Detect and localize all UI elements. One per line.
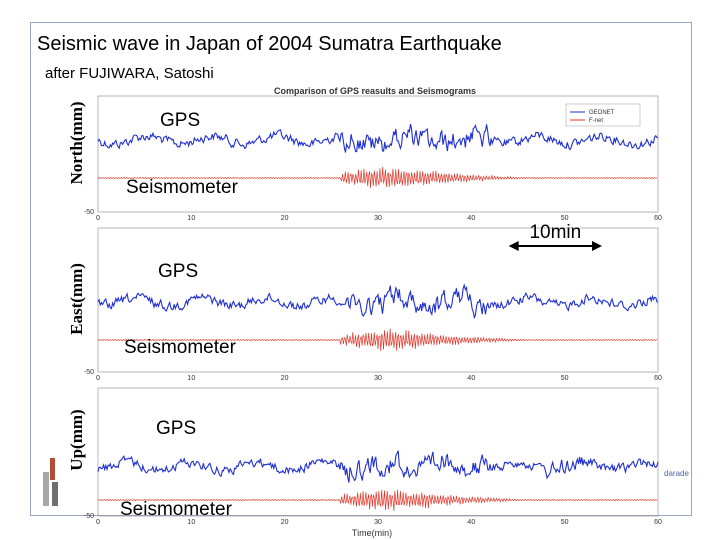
- x-tick-label: 10: [187, 519, 196, 526]
- x-tick-label: 30: [374, 375, 382, 382]
- x-tick-label: 30: [374, 519, 382, 526]
- slide-subtitle: after FUJIWARA, Satoshi: [45, 65, 214, 82]
- x-tick-label: 40: [467, 215, 476, 222]
- x-tick-label: 50: [560, 375, 569, 382]
- y-tick-label: -50: [83, 209, 94, 216]
- legend-label-gps: GEONET: [589, 110, 615, 116]
- x-tick-label: 30: [374, 215, 382, 222]
- x-tick-label: 10: [187, 215, 196, 222]
- y-axis-label: East(mm): [67, 263, 86, 335]
- x-tick-label: 0: [96, 215, 100, 222]
- gps-label: GPS: [160, 110, 201, 131]
- annotation-arrowhead-right: [592, 241, 602, 251]
- slide-title: Seismic wave in Japan of 2004 Sumatra Earthquake: [37, 33, 502, 55]
- logo-bar-red: [50, 458, 55, 480]
- x-tick-label: 60: [654, 215, 662, 222]
- x-tick-label: 60: [654, 375, 662, 382]
- side-text: darade: [664, 469, 689, 478]
- x-tick-label: 50: [560, 215, 569, 222]
- x-tick-label: 20: [280, 375, 289, 382]
- x-axis-label: Time(min): [351, 528, 393, 538]
- x-tick-label: 20: [280, 215, 289, 222]
- x-tick-label: 0: [96, 375, 100, 382]
- seismometer-label: Seismometer: [120, 499, 232, 520]
- x-tick-label: 20: [280, 519, 289, 526]
- x-tick-label: 60: [654, 519, 662, 526]
- gps-label: GPS: [156, 418, 197, 439]
- institution-logo: [40, 458, 62, 510]
- y-tick-label: -50: [83, 513, 94, 520]
- legend-label-seis: F-net: [589, 118, 604, 124]
- x-tick-label: 40: [467, 519, 476, 526]
- seismometer-label: Seismometer: [124, 337, 236, 358]
- y-axis-label: North(mm): [67, 101, 86, 185]
- x-tick-label: 40: [467, 375, 476, 382]
- x-tick-label: 50: [560, 519, 569, 526]
- gps-trace: [98, 451, 658, 483]
- logo-bar-dark: [52, 482, 58, 506]
- seismometer-label: Seismometer: [126, 177, 238, 198]
- y-tick-label: -50: [83, 369, 94, 376]
- chart-title: Comparison of GPS reasults and Seismograms: [273, 86, 477, 96]
- y-axis-label: Up(mm): [67, 409, 86, 471]
- logo-bar-light: [43, 472, 49, 506]
- x-tick-label: 10: [187, 375, 196, 382]
- panel-frame-3: [98, 388, 658, 516]
- gps-trace: [98, 285, 658, 317]
- annotation-arrowhead-left: [509, 241, 519, 251]
- gps-label: GPS: [158, 261, 199, 282]
- annotation-label: 10min: [529, 222, 582, 243]
- x-tick-label: 0: [96, 519, 100, 526]
